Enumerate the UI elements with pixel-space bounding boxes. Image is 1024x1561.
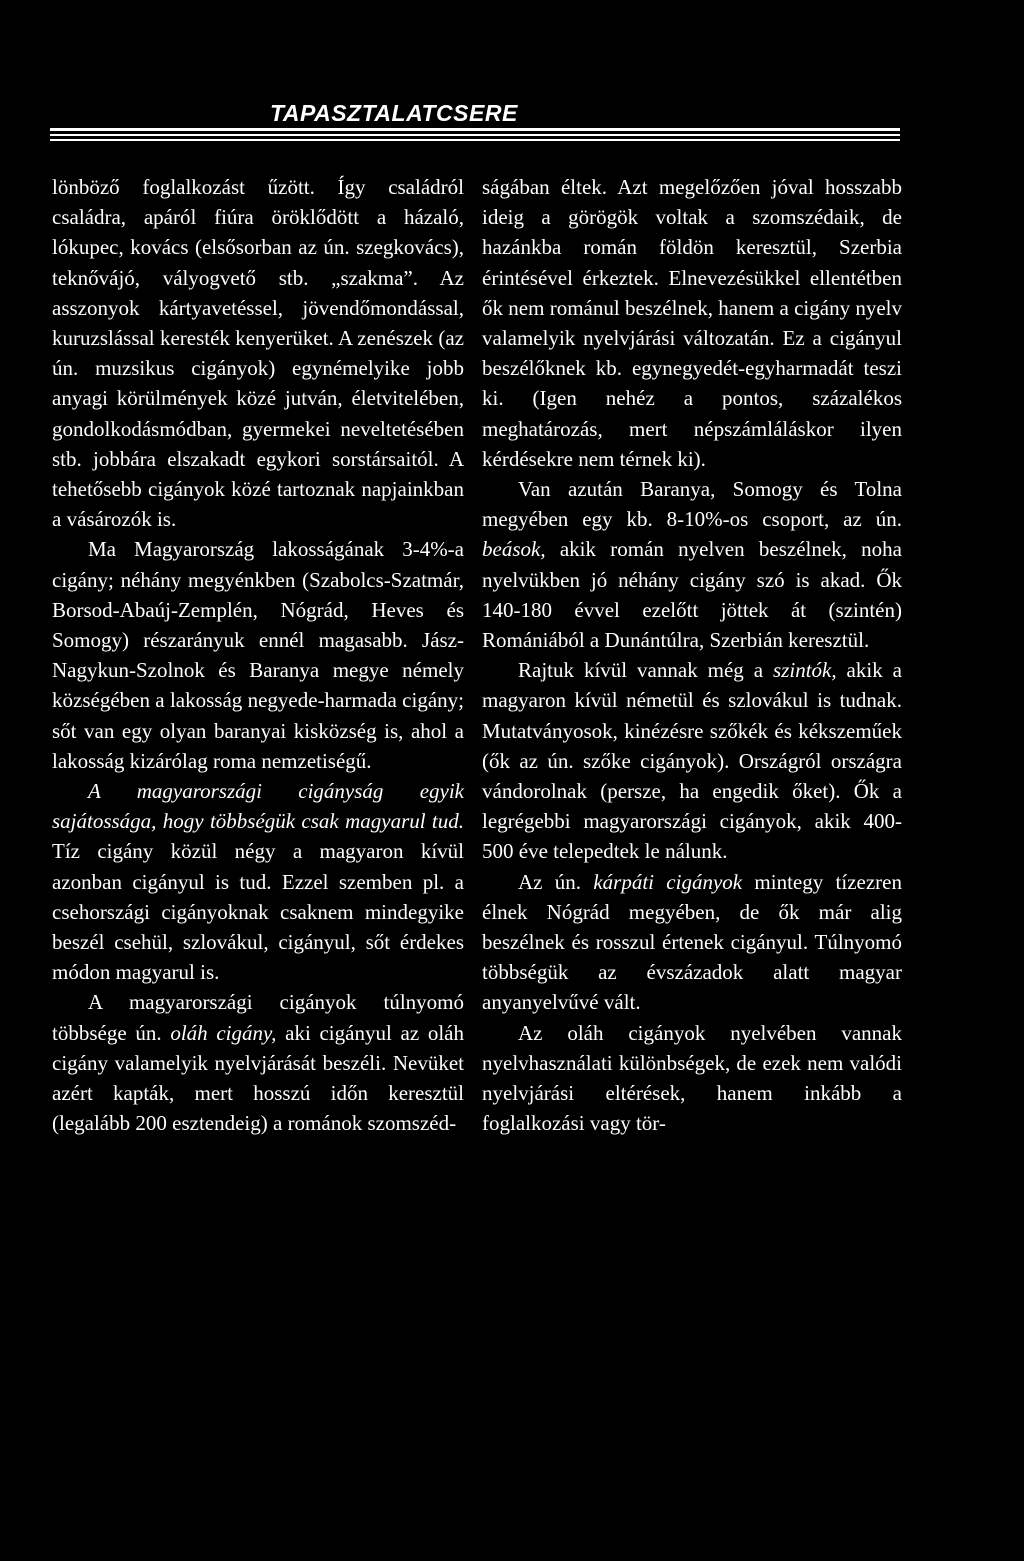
right-column [482,172,902,1139]
paragraph [482,474,902,655]
paragraph-text: A magyarországi cigányok túlnyomó többsége ún. [52,990,464,1045]
left-column [52,172,464,1139]
paragraph [482,867,902,1018]
paragraph [52,987,464,1138]
section-title: TAPASZTALATCSERE [270,100,518,126]
paragraph: Ma Magyarország lakosságának 3-4%-a cigány; néhány megyénkben (Szabolcs-Szatmár, Borsod-Abaúj-Zemplén, Nógrád, Heves és Somogy) részarányuk ennél magasabb. Jász-Nagykun-Szolnok és Baranya megye némely községében a lakosság negyede-harmada cigány; sőt van egy olyan baranyai kisközség is, ahol a lakosság kizárólag roma nemzetiségű. [52,537,464,773]
paragraph: Az oláh cigányok nyelvében vannak nyelvhasználati különbségek, de ezek nem valódi nyelvjárási eltérések, hanem inkább a foglalkozási vagy tör- [482,1020,902,1136]
header-rule [50,139,900,141]
paragraph-text: aki cigányul az oláh cigány valamelyik nyelvjárását beszéli. Nevüket azért kapták, mert hosszú időn keresztül (legalább 200 esztendeig) a románok szomszéd- [52,1020,464,1136]
italic-text: A magyarországi cigányság egyik sajátossága, hogy többségük csak magyarul tud. [52,779,464,834]
paragraph-text: mintegy tízezren élnek Nógrád megyében, de ők már alig beszélnek és rosszul értenek cigányul. Túlnyomó többségük az évszázadok alatt magyar anyanyelvűvé vált. [482,869,902,1015]
header-rule [50,134,900,136]
paragraph [482,655,902,866]
italic-text: beások, [482,537,546,562]
italic-text: kárpáti cigányok [593,869,743,894]
italic-text: szintók, [773,658,837,683]
paragraph: ságában éltek. Azt megelőzően jóval hosszabb ideig a görögök voltak a szomszédaik, de hazánkba román földön keresztül, Szerbia érintésével érkeztek. Elnevezésükkel ellentétben ők nem románul beszélnek, hanem a cigány nyelv valamelyik nyelvjárási változatán. Ez a cigányul beszélőknek kb. egynegyedét-egyharmadát teszi ki. (Igen nehéz a pontos, százalékos meghatározás, mert népszámláláskor ilyen kérdésekre nem térnek ki). [482,175,902,471]
paragraph-text: Az ún. [518,869,594,894]
header-rule [50,128,900,131]
paragraph-text: Tíz cigány közül négy a magyaron kívül azonban cigányul is tud. Ezzel szemben pl. a csehországi cigányoknak csaknem mindegyike beszél csehül, szlovákul, cigányul, sőt érdekes módon magyarul is. [52,839,464,985]
italic-text: oláh cigány, [170,1020,277,1045]
paragraph: lönböző foglalkozást űzött. Így családról családra, apáról fiúra öröklődött a házaló, lókupec, kovács (elsősorban az ún. szegkovács), teknővájó, vályogvető stb. „szakma”. Az asszonyok kártyavetéssel, jövendőmondással, kuruzslással keresték kenyerüket. A zenészek (az ún. muzsikus cigányok) egynémelyike jobb anyagi körülmények közé jutván, életvitelében, gondolkodásmódban, gyermekei neveltetésében stb. jobbára elszakadt egykori sorstársaitól. A tehetősebb cigányok közé tartoznak napjainkban a vásározók is. [52,175,464,532]
paragraph [52,776,464,987]
page-header [50,94,900,144]
paragraph-text: akik a magyaron kívül németül és szlovákul is tudnak. Mutatványosok, kinézésre szőkék és kékszeműek (ők az ún. szőke cigányok). Országról országra vándorolnak (persze, ha engedik őket). Ők a legrégebbi magyarországi cigányok, akik 400-500 éve telepedtek le nálunk. [482,658,902,864]
paragraph-text: akik román nyelven beszélnek, noha nyelvükben jó néhány cigány szó is akad. Ők 140-180 évvel ezelőtt jöttek át (szintén) Romániából a Dunántúlra, Szerbián keresztül. [482,537,902,653]
paragraph-text: Rajtuk kívül vannak még a [518,658,774,683]
paragraph-text: Van azután Baranya, Somogy és Tolna megyében egy kb. 8-10%-os csoport, az ún. [482,477,902,532]
